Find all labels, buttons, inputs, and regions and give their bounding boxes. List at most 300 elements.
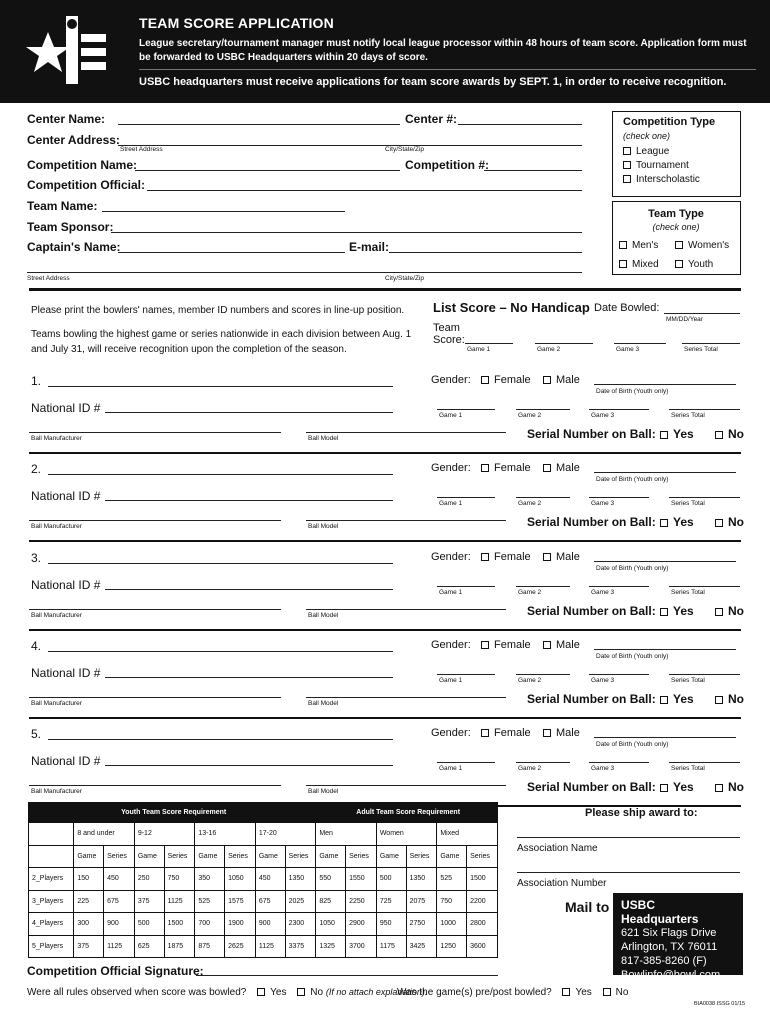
table-cell: 1050 bbox=[225, 868, 256, 891]
official-signature-label: Competition Official Signature: bbox=[27, 964, 204, 978]
rules-yes-checkbox[interactable] bbox=[257, 988, 265, 996]
table-cell: 1000 bbox=[437, 913, 467, 936]
captain-name-field[interactable] bbox=[118, 252, 345, 253]
bowler-3-ball-model-field[interactable] bbox=[306, 609, 506, 610]
bowler-3-game3-field[interactable] bbox=[589, 586, 649, 587]
center-number-label: Center #: bbox=[405, 112, 458, 126]
bowler-1-game1-field[interactable] bbox=[437, 409, 495, 410]
bowler-5-national-id-field[interactable] bbox=[105, 765, 393, 766]
table-cell: 750 bbox=[437, 890, 467, 913]
bowler-4-series-field[interactable] bbox=[669, 674, 740, 675]
table-corner-2 bbox=[29, 845, 74, 868]
table-cell: 450 bbox=[255, 868, 285, 891]
series-col-header: Series bbox=[104, 845, 135, 868]
bowler-2-serial-yes-option[interactable]: Yes bbox=[660, 515, 694, 529]
bowler-1-national-id-field[interactable] bbox=[105, 412, 393, 413]
bowler-2-ball-model-field[interactable] bbox=[306, 520, 506, 521]
game-col-header: Game bbox=[437, 845, 467, 868]
bowler-3-serial-label: Serial Number on Ball: bbox=[527, 604, 656, 618]
table-cell: 2625 bbox=[225, 935, 256, 958]
bowler-1-serial-no-checkbox[interactable] bbox=[715, 431, 723, 439]
bowler-2-game2-caption: Game 2 bbox=[518, 500, 542, 507]
bowler-3-female-option[interactable]: Female bbox=[481, 551, 531, 563]
bowler-4-male-checkbox[interactable] bbox=[543, 641, 551, 649]
table-cell: 3700 bbox=[346, 935, 377, 958]
bowler-1-ball-model-caption: Ball Model bbox=[308, 435, 339, 442]
bowler-4-name-field[interactable] bbox=[48, 651, 393, 652]
bowler-5-serial-no-option[interactable]: No bbox=[715, 780, 744, 794]
mens-checkbox[interactable] bbox=[619, 241, 627, 249]
table-cell: 3425 bbox=[406, 935, 437, 958]
bowler-4-male-option[interactable]: Male bbox=[543, 639, 580, 651]
hq-email: Bowlinfo@bowl.com bbox=[621, 969, 721, 981]
bowler-3-serial-yes-checkbox[interactable] bbox=[660, 608, 668, 616]
bowler-1-national-id-label: National ID # bbox=[31, 401, 101, 415]
bowler-2-national-id-field[interactable] bbox=[105, 500, 393, 501]
center-name-field[interactable] bbox=[118, 124, 400, 125]
prepost-yes-option[interactable]: Yes bbox=[562, 987, 591, 998]
tournament-option[interactable]: Tournament bbox=[623, 160, 689, 171]
rules-no-checkbox[interactable] bbox=[297, 988, 305, 996]
bowler-2-serial-no-checkbox[interactable] bbox=[715, 519, 723, 527]
group-header: 13-16 bbox=[195, 823, 256, 846]
date-bowled-field[interactable] bbox=[664, 313, 740, 314]
street-address-caption: Street Address bbox=[120, 146, 163, 153]
bowler-5-ball-manufacturer-field[interactable] bbox=[29, 785, 281, 786]
game-col-header: Game bbox=[134, 845, 164, 868]
bowler-1-series-field[interactable] bbox=[669, 409, 740, 410]
bowler-4-female-option[interactable]: Female bbox=[481, 639, 531, 651]
form-title: TEAM SCORE APPLICATION bbox=[139, 15, 334, 31]
bowler-4-game2-caption: Game 2 bbox=[518, 677, 542, 684]
table-cell: 1900 bbox=[225, 913, 256, 936]
bowler-4-game2-field[interactable] bbox=[516, 674, 570, 675]
series-col-header: Series bbox=[285, 845, 316, 868]
bowler-2-game3-field[interactable] bbox=[589, 497, 649, 498]
bowler-1-serial-yes-option[interactable]: Yes bbox=[660, 427, 694, 441]
bowler-3-female-checkbox[interactable] bbox=[481, 553, 489, 561]
official-signature-field[interactable] bbox=[196, 975, 498, 976]
bowler-2-serial-no-option[interactable]: No bbox=[715, 515, 744, 529]
bowler-4-serial-yes-option[interactable]: Yes bbox=[660, 692, 694, 706]
bowler-4-ball-manufacturer-caption: Ball Manufacturer bbox=[31, 700, 82, 707]
bowler-3-gender-label: Gender: bbox=[431, 551, 471, 563]
bowler-1-series-caption: Series Total bbox=[671, 412, 705, 419]
rules-question: Were all rules observed when score was bowled? Yes No (If no attach explanation). bbox=[27, 987, 428, 998]
table-cell: 1325 bbox=[316, 935, 346, 958]
bowler-5-national-id-label: National ID # bbox=[31, 754, 101, 768]
table-cell: 525 bbox=[437, 868, 467, 891]
bowler-5-dob-field[interactable] bbox=[594, 737, 736, 738]
bowler-4-serial-no-checkbox[interactable] bbox=[715, 696, 723, 704]
group-header: Mixed bbox=[437, 823, 498, 846]
bowler-1-divider bbox=[29, 452, 741, 454]
bowler-4-dob-caption: Date of Birth (Youth only) bbox=[596, 653, 669, 660]
team-type-title: Team Type bbox=[648, 208, 704, 220]
bowler-2-series-field[interactable] bbox=[669, 497, 740, 498]
bowler-2-game1-field[interactable] bbox=[437, 497, 495, 498]
bowler-1-number: 1. bbox=[31, 374, 42, 388]
bowler-5-name-field[interactable] bbox=[48, 739, 393, 740]
bowler-2-male-checkbox[interactable] bbox=[543, 464, 551, 472]
table-corner bbox=[29, 823, 74, 846]
bowler-3-national-id-label: National ID # bbox=[31, 578, 101, 592]
bowler-3-ball-manufacturer-caption: Ball Manufacturer bbox=[31, 612, 82, 619]
table-cell: 900 bbox=[255, 913, 285, 936]
table-cell: 300 bbox=[74, 913, 104, 936]
tournament-checkbox[interactable] bbox=[623, 161, 631, 169]
bowler-4-national-id-field[interactable] bbox=[105, 677, 393, 678]
table-cell: 1125 bbox=[164, 890, 195, 913]
table-cell: 150 bbox=[74, 868, 104, 891]
table-cell: 1250 bbox=[437, 935, 467, 958]
bowler-1-game3-field[interactable] bbox=[589, 409, 649, 410]
bowler-4-national-id-label: National ID # bbox=[31, 666, 101, 680]
bowler-3-serial-no-option[interactable]: No bbox=[715, 604, 744, 618]
bowler-3-male-option[interactable]: Male bbox=[543, 551, 580, 563]
captain-address-field[interactable] bbox=[27, 272, 582, 273]
team-game2-field[interactable] bbox=[535, 343, 593, 344]
competition-type-check-one: (check one) bbox=[623, 131, 671, 141]
bowler-4-number: 4. bbox=[31, 639, 42, 653]
game-col-header: Game bbox=[195, 845, 225, 868]
youth-checkbox[interactable] bbox=[675, 260, 683, 268]
bowler-4-game1-caption: Game 1 bbox=[439, 677, 463, 684]
hq-name: USBC Headquarters bbox=[621, 898, 699, 926]
header-banner bbox=[0, 0, 770, 103]
bowler-5-game3-caption: Game 3 bbox=[591, 765, 615, 772]
mixed-option[interactable]: Mixed bbox=[619, 259, 659, 270]
association-number-field[interactable] bbox=[517, 872, 740, 873]
table-cell: 1175 bbox=[376, 935, 406, 958]
bowler-2-dob-caption: Date of Birth (Youth only) bbox=[596, 476, 669, 483]
city-state-zip-caption-2: City/State/Zip bbox=[385, 275, 425, 282]
table-cell: 1875 bbox=[164, 935, 195, 958]
team-game3-caption: Game 3 bbox=[616, 346, 640, 353]
bowler-4-ball-manufacturer-field[interactable] bbox=[29, 697, 281, 698]
table-cell: 825 bbox=[316, 890, 346, 913]
mens-option[interactable]: Men's bbox=[619, 240, 658, 251]
table-cell: 2250 bbox=[346, 890, 377, 913]
table-row bbox=[29, 868, 498, 891]
bowler-4-game3-caption: Game 3 bbox=[591, 677, 615, 684]
bowler-2-dob-field[interactable] bbox=[594, 472, 736, 473]
bowler-1-female-option[interactable]: Female bbox=[481, 374, 531, 386]
bowler-4-serial-no-option[interactable]: No bbox=[715, 692, 744, 706]
table-cell: 1550 bbox=[346, 868, 377, 891]
bowler-2-national-id-label: National ID # bbox=[31, 489, 101, 503]
bowler-5-serial-yes-checkbox[interactable] bbox=[660, 784, 668, 792]
bowler-3-series-field[interactable] bbox=[669, 586, 740, 587]
mail-to-label: Mail to bbox=[565, 899, 610, 915]
bowler-2-game3-caption: Game 3 bbox=[591, 500, 615, 507]
table-cell: 750 bbox=[164, 868, 195, 891]
bowler-2-female-option[interactable]: Female bbox=[481, 462, 531, 474]
team-type-box bbox=[612, 201, 741, 275]
womens-checkbox[interactable] bbox=[675, 241, 683, 249]
bowler-3-ball-manufacturer-field[interactable] bbox=[29, 609, 281, 610]
bowler-5-game1-field[interactable] bbox=[437, 762, 495, 763]
competition-number-label: Competition #: bbox=[405, 158, 489, 172]
table-cell: 950 bbox=[376, 913, 406, 936]
date-format-caption: MM/DD/Year bbox=[666, 316, 703, 323]
bowler-4-dob-field[interactable] bbox=[594, 649, 736, 650]
bowler-4-game3-field[interactable] bbox=[589, 674, 649, 675]
team-sponsor-label: Team Sponsor: bbox=[27, 220, 114, 234]
bowler-2-series-caption: Series Total bbox=[671, 500, 705, 507]
game-col-header: Game bbox=[316, 845, 346, 868]
mailing-address-box bbox=[613, 893, 743, 981]
bowler-3-national-id-field[interactable] bbox=[105, 589, 393, 590]
group-header: Women bbox=[376, 823, 437, 846]
prepost-question: Was the game(s) pre/post bowled? Yes No bbox=[397, 987, 629, 998]
bowler-1-dob-field[interactable] bbox=[594, 384, 736, 385]
game-col-header: Game bbox=[255, 845, 285, 868]
score-requirement-table bbox=[28, 802, 498, 958]
team-game2-caption: Game 2 bbox=[537, 346, 561, 353]
bowler-4-serial-yes-checkbox[interactable] bbox=[660, 696, 668, 704]
table-cell: 450 bbox=[104, 868, 135, 891]
bowler-1-serial-yes-checkbox[interactable] bbox=[660, 431, 668, 439]
ship-award-title: Please ship award to: bbox=[585, 807, 698, 819]
team-type-check-one: (check one) bbox=[652, 222, 700, 232]
table-cell: 625 bbox=[134, 935, 164, 958]
bowler-4-gender-label: Gender: bbox=[431, 639, 471, 651]
association-number-caption: Association Number bbox=[517, 878, 607, 889]
association-name-field[interactable] bbox=[517, 837, 740, 838]
bowler-5-gender-label: Gender: bbox=[431, 727, 471, 739]
table-cell: 675 bbox=[104, 890, 135, 913]
prepost-yes-checkbox[interactable] bbox=[562, 988, 570, 996]
table-cell: 4_Players bbox=[29, 913, 74, 936]
table-cell: 2900 bbox=[346, 913, 377, 936]
table-cell: 2_Players bbox=[29, 868, 74, 891]
bowler-2-serial-label: Serial Number on Ball: bbox=[527, 515, 656, 529]
league-checkbox[interactable] bbox=[623, 147, 631, 155]
bowler-1-male-option[interactable]: Male bbox=[543, 374, 580, 386]
bowler-2-ball-model-caption: Ball Model bbox=[308, 523, 339, 530]
league-option[interactable]: League bbox=[623, 146, 669, 157]
group-header: Men bbox=[316, 823, 377, 846]
email-label: E-mail: bbox=[349, 240, 390, 254]
series-col-header: Series bbox=[164, 845, 195, 868]
bowler-5-male-checkbox[interactable] bbox=[543, 729, 551, 737]
bowler-1-female-checkbox[interactable] bbox=[481, 376, 489, 384]
table-cell: 3_Players bbox=[29, 890, 74, 913]
bowler-5-series-field[interactable] bbox=[669, 762, 740, 763]
table-cell: 2025 bbox=[285, 890, 316, 913]
table-cell: 1500 bbox=[164, 913, 195, 936]
table-cell: 725 bbox=[376, 890, 406, 913]
bowler-4-serial-label: Serial Number on Ball: bbox=[527, 692, 656, 706]
bowler-3-divider bbox=[29, 629, 741, 631]
table-cell: 2750 bbox=[406, 913, 437, 936]
bowler-5-series-caption: Series Total bbox=[671, 765, 705, 772]
bowler-4-ball-model-field[interactable] bbox=[306, 697, 506, 698]
bowler-2-game1-caption: Game 1 bbox=[439, 500, 463, 507]
bowler-3-game2-field[interactable] bbox=[516, 586, 570, 587]
competition-number-field[interactable] bbox=[484, 170, 582, 171]
form-code: BIA0038 ISSG 01/15 bbox=[694, 1001, 746, 1007]
bowler-3-series-caption: Series Total bbox=[671, 589, 705, 596]
bowler-1-gender-label: Gender: bbox=[431, 374, 471, 386]
center-number-field[interactable] bbox=[458, 124, 582, 125]
bowler-3-game3-caption: Game 3 bbox=[591, 589, 615, 596]
prepost-no-option[interactable]: No bbox=[603, 987, 629, 998]
bowler-1-name-field[interactable] bbox=[48, 386, 393, 387]
rules-yes-option[interactable]: Yes bbox=[257, 987, 286, 998]
rules-no-option[interactable]: No bbox=[297, 987, 323, 998]
table-cell: 375 bbox=[74, 935, 104, 958]
header-instructions: League secretary/tournament manager must notify local league processor within 48 hours of team score. Application form must be forwarded to USBC Headquarters within 20 days of score. bbox=[139, 38, 747, 63]
bowler-1-ball-model-field[interactable] bbox=[306, 432, 506, 433]
table-cell: 1350 bbox=[285, 868, 316, 891]
youth-option[interactable]: Youth bbox=[675, 259, 713, 270]
bowler-1-male-checkbox[interactable] bbox=[543, 376, 551, 384]
bowler-2-number: 2. bbox=[31, 462, 42, 476]
table-cell: 350 bbox=[195, 868, 225, 891]
bowler-2-gender-label: Gender: bbox=[431, 462, 471, 474]
bowler-5-game3-field[interactable] bbox=[589, 762, 649, 763]
bowler-5-serial-no-checkbox[interactable] bbox=[715, 784, 723, 792]
competition-official-label: Competition Official: bbox=[27, 178, 145, 192]
table-row bbox=[29, 935, 498, 958]
bowler-3-dob-caption: Date of Birth (Youth only) bbox=[596, 565, 669, 572]
womens-option[interactable]: Women's bbox=[675, 240, 729, 251]
hq-address-1: 621 Six Flags Drive bbox=[621, 927, 717, 939]
team-sponsor-field[interactable] bbox=[111, 232, 582, 233]
group-header: 9-12 bbox=[134, 823, 195, 846]
bowlers-instruction: Please print the bowlers' names, member ID numbers and scores in line-up position. bbox=[31, 305, 405, 316]
bowler-5-ball-model-caption: Ball Model bbox=[308, 788, 339, 795]
table-cell: 2800 bbox=[467, 913, 498, 936]
table-cell: 525 bbox=[195, 890, 225, 913]
bowler-1-game3-caption: Game 3 bbox=[591, 412, 615, 419]
table-cell: 2075 bbox=[406, 890, 437, 913]
center-address-label: Center Address: bbox=[27, 133, 120, 147]
table-cell: 875 bbox=[195, 935, 225, 958]
team-name-field[interactable] bbox=[102, 211, 345, 212]
team-series-field[interactable] bbox=[682, 343, 740, 344]
table-cell: 500 bbox=[376, 868, 406, 891]
bowler-3-dob-field[interactable] bbox=[594, 561, 736, 562]
bowler-5-ball-manufacturer-caption: Ball Manufacturer bbox=[31, 788, 82, 795]
team-game1-field[interactable] bbox=[465, 343, 513, 344]
bowler-5-serial-label: Serial Number on Ball: bbox=[527, 780, 656, 794]
bowler-2-male-option[interactable]: Male bbox=[543, 462, 580, 474]
bowler-5-ball-model-field[interactable] bbox=[306, 785, 506, 786]
bowler-3-name-field[interactable] bbox=[48, 563, 393, 564]
bowler-1-ball-manufacturer-field[interactable] bbox=[29, 432, 281, 433]
bowler-2-serial-yes-checkbox[interactable] bbox=[660, 519, 668, 527]
bowler-5-game2-caption: Game 2 bbox=[518, 765, 542, 772]
bowler-5-female-option[interactable]: Female bbox=[481, 727, 531, 739]
bowler-2-name-field[interactable] bbox=[48, 474, 393, 475]
bowler-4-ball-model-caption: Ball Model bbox=[308, 700, 339, 707]
bowler-1-serial-label: Serial Number on Ball: bbox=[527, 427, 656, 441]
deadline-note: USBC headquarters must receive applications for team score awards by SEPT. 1, in order to receive recognition. bbox=[139, 76, 727, 88]
bowler-3-serial-yes-option[interactable]: Yes bbox=[660, 604, 694, 618]
table-cell: 1350 bbox=[406, 868, 437, 891]
table-cell: 2300 bbox=[285, 913, 316, 936]
list-score-title: List Score – No Handicap bbox=[433, 300, 590, 315]
bowler-5-serial-yes-option[interactable]: Yes bbox=[660, 780, 694, 794]
bowler-3-game2-caption: Game 2 bbox=[518, 589, 542, 596]
table-cell: 1500 bbox=[467, 868, 498, 891]
prepost-no-checkbox[interactable] bbox=[603, 988, 611, 996]
city-state-zip-caption: City/State/Zip bbox=[385, 146, 425, 153]
bowler-4-divider bbox=[29, 717, 741, 719]
bowler-2-ball-manufacturer-field[interactable] bbox=[29, 520, 281, 521]
competition-name-label: Competition Name: bbox=[27, 158, 138, 172]
bowler-3-serial-no-checkbox[interactable] bbox=[715, 608, 723, 616]
section-divider bbox=[29, 288, 741, 291]
team-name-label: Team Name: bbox=[27, 199, 98, 213]
bowler-5-male-option[interactable]: Male bbox=[543, 727, 580, 739]
competition-official-field[interactable] bbox=[147, 190, 582, 191]
interscholastic-checkbox[interactable] bbox=[623, 175, 631, 183]
bowler-5-female-checkbox[interactable] bbox=[481, 729, 489, 737]
table-cell: 550 bbox=[316, 868, 346, 891]
street-address-caption-2: Street Address bbox=[27, 275, 70, 282]
table-cell: 500 bbox=[134, 913, 164, 936]
table-cell: 1125 bbox=[255, 935, 285, 958]
group-header: 8 and under bbox=[74, 823, 135, 846]
bowler-5-game2-field[interactable] bbox=[516, 762, 570, 763]
competition-type-title: Competition Type bbox=[623, 116, 716, 128]
bowler-5-dob-caption: Date of Birth (Youth only) bbox=[596, 741, 669, 748]
competition-name-field[interactable] bbox=[135, 170, 400, 171]
table-cell: 1050 bbox=[316, 913, 346, 936]
bowler-1-game2-field[interactable] bbox=[516, 409, 570, 410]
association-name-caption: Association Name bbox=[517, 843, 598, 854]
bowler-5-game1-caption: Game 1 bbox=[439, 765, 463, 772]
team-game3-field[interactable] bbox=[614, 343, 666, 344]
bowler-2-female-checkbox[interactable] bbox=[481, 464, 489, 472]
table-cell: 700 bbox=[195, 913, 225, 936]
interscholastic-option[interactable]: Interscholastic bbox=[623, 174, 700, 185]
bowler-3-game1-field[interactable] bbox=[437, 586, 495, 587]
table-cell: 900 bbox=[104, 913, 135, 936]
series-col-header: Series bbox=[225, 845, 256, 868]
bowler-1-serial-no-option[interactable]: No bbox=[715, 427, 744, 441]
table-cell: 375 bbox=[134, 890, 164, 913]
group-header: 17-20 bbox=[255, 823, 316, 846]
bowler-2-divider bbox=[29, 540, 741, 542]
email-field[interactable] bbox=[389, 252, 582, 253]
bowler-4-game1-field[interactable] bbox=[437, 674, 495, 675]
team-series-caption: Series Total bbox=[684, 346, 718, 353]
table-cell: 2200 bbox=[467, 890, 498, 913]
bowler-3-male-checkbox[interactable] bbox=[543, 553, 551, 561]
table-cell: 225 bbox=[74, 890, 104, 913]
bowler-4-female-checkbox[interactable] bbox=[481, 641, 489, 649]
bowler-1-dob-caption: Date of Birth (Youth only) bbox=[596, 388, 669, 395]
table-cell: 3375 bbox=[285, 935, 316, 958]
series-col-header: Series bbox=[406, 845, 437, 868]
team-score-label-2: Score: bbox=[433, 334, 465, 346]
bowler-5-number: 5. bbox=[31, 727, 42, 741]
competition-type-box bbox=[612, 111, 741, 197]
usbc-star-logo bbox=[26, 14, 114, 92]
table-cell: 5_Players bbox=[29, 935, 74, 958]
table-row bbox=[29, 890, 498, 913]
center-address-field[interactable] bbox=[118, 145, 582, 146]
series-col-header: Series bbox=[346, 845, 377, 868]
game-col-header: Game bbox=[376, 845, 406, 868]
bowler-2-game2-field[interactable] bbox=[516, 497, 570, 498]
mixed-checkbox[interactable] bbox=[619, 260, 627, 268]
